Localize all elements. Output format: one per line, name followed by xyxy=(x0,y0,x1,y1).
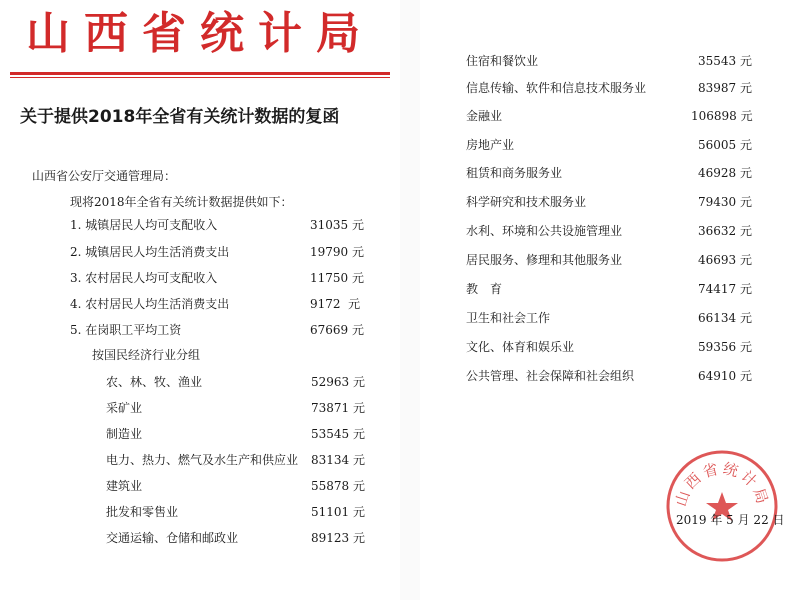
table-row xyxy=(466,308,780,328)
item-label: 2. 城镇居民人均生活消费支出 xyxy=(70,245,230,259)
table-row xyxy=(106,502,370,522)
table-row xyxy=(106,398,370,418)
item-value: 9172 元 xyxy=(310,297,361,311)
industry-value: 56005 元 xyxy=(698,138,752,152)
industry-value: 46928 元 xyxy=(698,166,752,180)
official-seal-icon xyxy=(664,448,780,564)
table-row xyxy=(466,366,780,386)
table-row xyxy=(466,135,780,155)
table-row xyxy=(466,163,780,183)
industry-value: 52963 元 xyxy=(311,375,365,389)
industry-value: 36632 元 xyxy=(698,224,752,238)
list-item xyxy=(70,215,370,235)
industry-value: 35543 元 xyxy=(698,54,752,68)
list-item xyxy=(70,320,370,340)
table-row xyxy=(466,51,780,71)
industry-label: 房地产业 xyxy=(466,138,515,152)
industry-label: 住宿和餐饮业 xyxy=(466,54,539,68)
item-value: 19790 元 xyxy=(310,245,364,259)
item-value: 31035 元 xyxy=(310,218,364,232)
industry-value: 83134 元 xyxy=(311,453,365,467)
industry-label: 采矿业 xyxy=(106,401,143,415)
section-heading: 按国民经济行业分组 xyxy=(92,348,201,362)
table-row xyxy=(466,106,780,126)
industry-value: 46693 元 xyxy=(698,253,752,267)
table-row xyxy=(466,337,780,357)
industry-label: 制造业 xyxy=(106,427,143,441)
item-value: 11750 元 xyxy=(310,271,364,285)
industry-value: 73871 元 xyxy=(311,401,365,415)
list-item xyxy=(70,268,370,288)
industry-value: 59356 元 xyxy=(698,340,752,354)
letterhead-org-name: 山西省统计局 xyxy=(26,8,374,59)
industry-label: 金融业 xyxy=(466,109,503,123)
page-gutter xyxy=(400,0,420,600)
table-row xyxy=(466,221,780,241)
svg-text:山西省统计局: 山西省统计局 xyxy=(671,459,773,509)
industry-label: 教 育 xyxy=(466,282,503,296)
industry-label: 农、林、牧、渔业 xyxy=(106,375,203,389)
table-row xyxy=(106,476,370,496)
item-label: 1. 城镇居民人均可支配收入 xyxy=(70,218,218,232)
industry-label: 水利、环境和公共设施管理业 xyxy=(466,224,623,238)
table-row xyxy=(466,250,780,270)
industry-label: 卫生和社会工作 xyxy=(466,311,551,325)
industry-value: 74417 元 xyxy=(698,282,752,296)
document-intro: 现将2018年全省有关统计数据提供如下： xyxy=(70,195,293,209)
industry-label: 租赁和商务服务业 xyxy=(466,166,563,180)
item-label: 4. 农村居民人均生活消费支出 xyxy=(70,297,230,311)
industry-value: 79430 元 xyxy=(698,195,752,209)
industry-label: 交通运输、仓储和邮政业 xyxy=(106,531,239,545)
document-title: 关于提供2018年全省有关统计数据的复函 xyxy=(20,107,340,127)
list-item xyxy=(70,294,370,314)
table-row xyxy=(466,78,780,98)
industry-label: 建筑业 xyxy=(106,479,143,493)
industry-value: 83987 元 xyxy=(698,81,752,95)
list-item xyxy=(70,242,370,262)
industry-value: 55878 元 xyxy=(311,479,365,493)
industry-label: 文化、体育和娱乐业 xyxy=(466,340,575,354)
industry-value: 106898 元 xyxy=(691,109,753,123)
document-date: 2019 年 5 月 22 日 xyxy=(676,513,785,527)
table-row xyxy=(466,192,780,212)
item-label: 5. 在岗职工平均工资 xyxy=(70,323,182,337)
table-row xyxy=(106,424,370,444)
industry-label: 批发和零售业 xyxy=(106,505,179,519)
industry-label: 居民服务、修理和其他服务业 xyxy=(466,253,623,267)
table-row xyxy=(106,450,370,470)
industry-value: 53545 元 xyxy=(311,427,365,441)
industry-value: 66134 元 xyxy=(698,311,752,325)
table-row xyxy=(106,372,370,392)
industry-value: 64910 元 xyxy=(698,369,752,383)
item-label: 3. 农村居民人均可支配收入 xyxy=(70,271,218,285)
table-row xyxy=(106,528,370,548)
industry-value: 89123 元 xyxy=(311,531,365,545)
industry-label: 信息传输、软件和信息技术服务业 xyxy=(466,81,647,95)
document-addressee: 山西省公安厅交通管理局： xyxy=(32,169,177,183)
letterhead-red-rule xyxy=(10,72,390,75)
industry-value: 51101 元 xyxy=(311,505,365,519)
item-value: 67669 元 xyxy=(310,323,364,337)
industry-label: 科学研究和技术服务业 xyxy=(466,195,587,209)
letterhead-red-rule-thin xyxy=(10,77,390,78)
industry-label: 公共管理、社会保障和社会组织 xyxy=(466,369,635,383)
industry-label: 电力、热力、燃气及水生产和供应业 xyxy=(106,453,299,467)
table-row xyxy=(466,279,780,299)
